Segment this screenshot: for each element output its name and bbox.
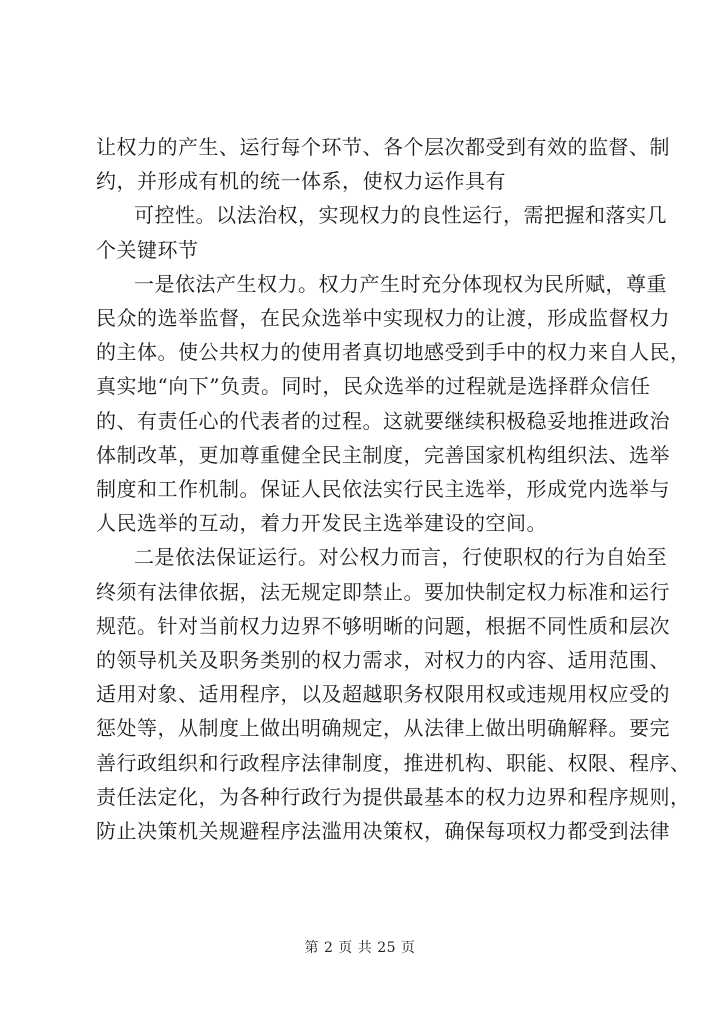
text-line: 善行政组织和行政程序法律制度，推进机构、职能、权限、程序、 bbox=[96, 750, 691, 775]
page-number-footer: 第 2 页 共 25 页 bbox=[304, 940, 416, 956]
text-line: 的主体。使公共权力的使用者真切地感受到手中的权力来自人民， bbox=[96, 340, 691, 365]
text-line: 个关键环节 bbox=[96, 237, 199, 262]
text-line: 适用对象、适用程序，以及超越职务权限用权或违规用权应受的 bbox=[96, 682, 670, 707]
paragraph-second-point bbox=[96, 540, 691, 848]
paragraph-intro bbox=[96, 130, 670, 267]
text-line: 让权力的产生、运行每个环节、各个层次都受到有效的监督、制 bbox=[96, 135, 670, 159]
text-line: 二是依法保证运行。对公权力而言，行使职权的行为自始至 bbox=[134, 545, 667, 570]
text-line: 的、有责任心的代表者的过程。这就要继续积极稳妥地推进政治 bbox=[96, 408, 670, 433]
text-line: 一是依法产生权力。权力产生时充分体现权为民所赋，尊重 bbox=[134, 271, 667, 296]
text-line: 防止决策机关规避程序法滥用决策权，确保每项权力都受到法律 bbox=[96, 819, 670, 844]
text-line: 终须有法律依据，法无规定即禁止。要加快制定权力标准和运行 bbox=[96, 579, 670, 604]
text-line: 民众的选举监督，在民众选举中实现权力的让渡，形成监督权力 bbox=[96, 306, 670, 331]
text-line: 责任法定化，为各种行政行为提供最基本的权力边界和程序规则， bbox=[96, 784, 691, 809]
text-line: 规范。针对当前权力边界不够明晰的问题，根据不同性质和层次 bbox=[96, 613, 670, 638]
document-body bbox=[96, 130, 691, 848]
paragraph-first-point bbox=[96, 267, 691, 541]
text-line: 人民选举的互动，着力开发民主选举建设的空间。 bbox=[96, 511, 547, 536]
text-line: 的领导机关及职务类别的权力需求，对权力的内容、适用范围、 bbox=[96, 648, 670, 673]
text-line: 惩处等，从制度上做出明确规定，从法律上做出明确解释。要完 bbox=[96, 716, 670, 741]
text-line: 真实地“向下”负责。同时，民众选举的过程就是选择群众信任 bbox=[96, 374, 651, 399]
text-line: 体制改革，更加尊重健全民主制度，完善国家机构组织法、选举 bbox=[96, 442, 670, 467]
text-line: 制度和工作机制。保证人民依法实行民主选举，形成党内选举与 bbox=[96, 477, 670, 502]
text-line: 约，并形成有机的统一体系，使权力运作具有 bbox=[96, 169, 506, 194]
text-line: 可控性。以法治权，实现权力的良性运行，需把握和落实几 bbox=[134, 203, 667, 228]
